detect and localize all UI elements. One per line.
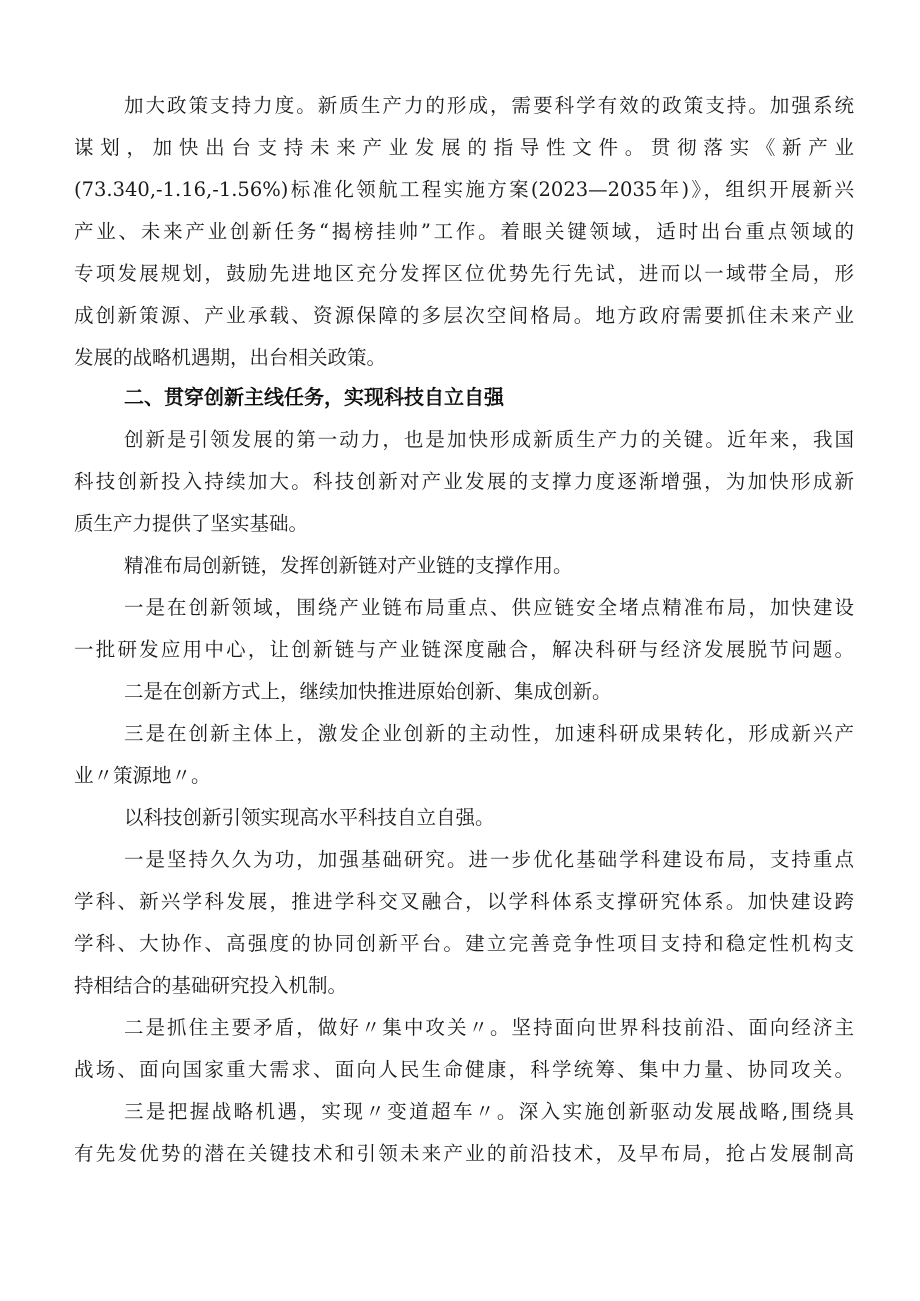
text-line: 战场、面向国家重大需求、面向人民生命健康，科学统筹、集中力量、协同攻关。 xyxy=(74,1058,854,1081)
text-line: 一批研发应用中心，让创新链与产业链深度融合，解决科研与经济发展脱节问题。 xyxy=(74,638,854,661)
text-line: 谋划，加快出台支持未来产业发展的指导性文件。贯彻落实《新产业 xyxy=(74,136,854,159)
text-line: (73.340,-1.16,-1.56%)标准化领航工程实施方案(2023—2035年)》，组织开展新兴 xyxy=(74,178,854,201)
text-line: 产业、未来产业创新任务“揭榜挂帅”工作。着眼关键领域，适时出台重点领域的 xyxy=(74,220,854,243)
text-line: 三是在创新主体上，激发企业创新的主动性，加速科研成果转化，形成新兴产 xyxy=(124,722,854,745)
text-line: 质生产力提供了坚实基础。 xyxy=(74,512,309,535)
text-line: 加大政策支持力度。新质生产力的形成，需要科学有效的政策支持。加强系统 xyxy=(124,94,854,117)
text-line: 持相结合的基础研究投入机制。 xyxy=(74,974,348,997)
text-line: 成创新策源、产业承载、资源保障的多层次空间格局。地方政府需要抓住未来产业 xyxy=(74,304,854,327)
text-line: 发展的战略机遇期，出台相关政策。 xyxy=(74,346,387,369)
text-line: 学科、大协作、高强度的协同创新平台。建立完善竞争性项目支持和稳定性机构支 xyxy=(74,932,854,955)
text-line: 二是抓住主要矛盾，做好〃集中攻关〃。坚持面向世界科技前沿、面向经济主 xyxy=(124,1016,854,1039)
section-heading: 二、贯穿创新主线任务，实现科技自立自强 xyxy=(124,385,504,409)
text-line: 有先发优势的潜在关键技术和引领未来产业的前沿技术，及早布局，抢占发展制高 xyxy=(74,1142,854,1165)
text-line: 三是把握战略机遇，实现〃变道超车〃。深入实施创新驱动发展战略,围绕具 xyxy=(124,1100,854,1123)
text-line: 专项发展规划，鼓励先进地区充分发挥区位优势先行先试，进而以一域带全局，形 xyxy=(74,262,854,285)
text-line: 业〃策源地〃。 xyxy=(74,764,211,787)
text-line: 精准布局创新链，发挥创新链对产业链的支撑作用。 xyxy=(124,554,573,577)
text-line: 学科、新兴学科发展，推进学科交叉融合，以学科体系支撑研究体系。加快建设跨 xyxy=(74,890,854,913)
text-line: 一是坚持久久为功，加强基础研究。进一步优化基础学科建设布局，支持重点 xyxy=(124,848,854,871)
text-line: 创新是引领发展的第一动力，也是加快形成新质生产力的关键。近年来，我国 xyxy=(124,428,854,451)
text-line: 科技创新投入持续加大。科技创新对产业发展的支撑力度逐渐增强，为加快形成新 xyxy=(74,470,854,493)
text-line: 二是在创新方式上，继续加快推进原始创新、集成创新。 xyxy=(124,680,612,703)
text-line: 一是在创新领域，围绕产业链布局重点、供应链安全堵点精准布局，加快建设 xyxy=(124,596,854,619)
text-line: 以科技创新引领实现高水平科技自立自强。 xyxy=(124,806,495,829)
